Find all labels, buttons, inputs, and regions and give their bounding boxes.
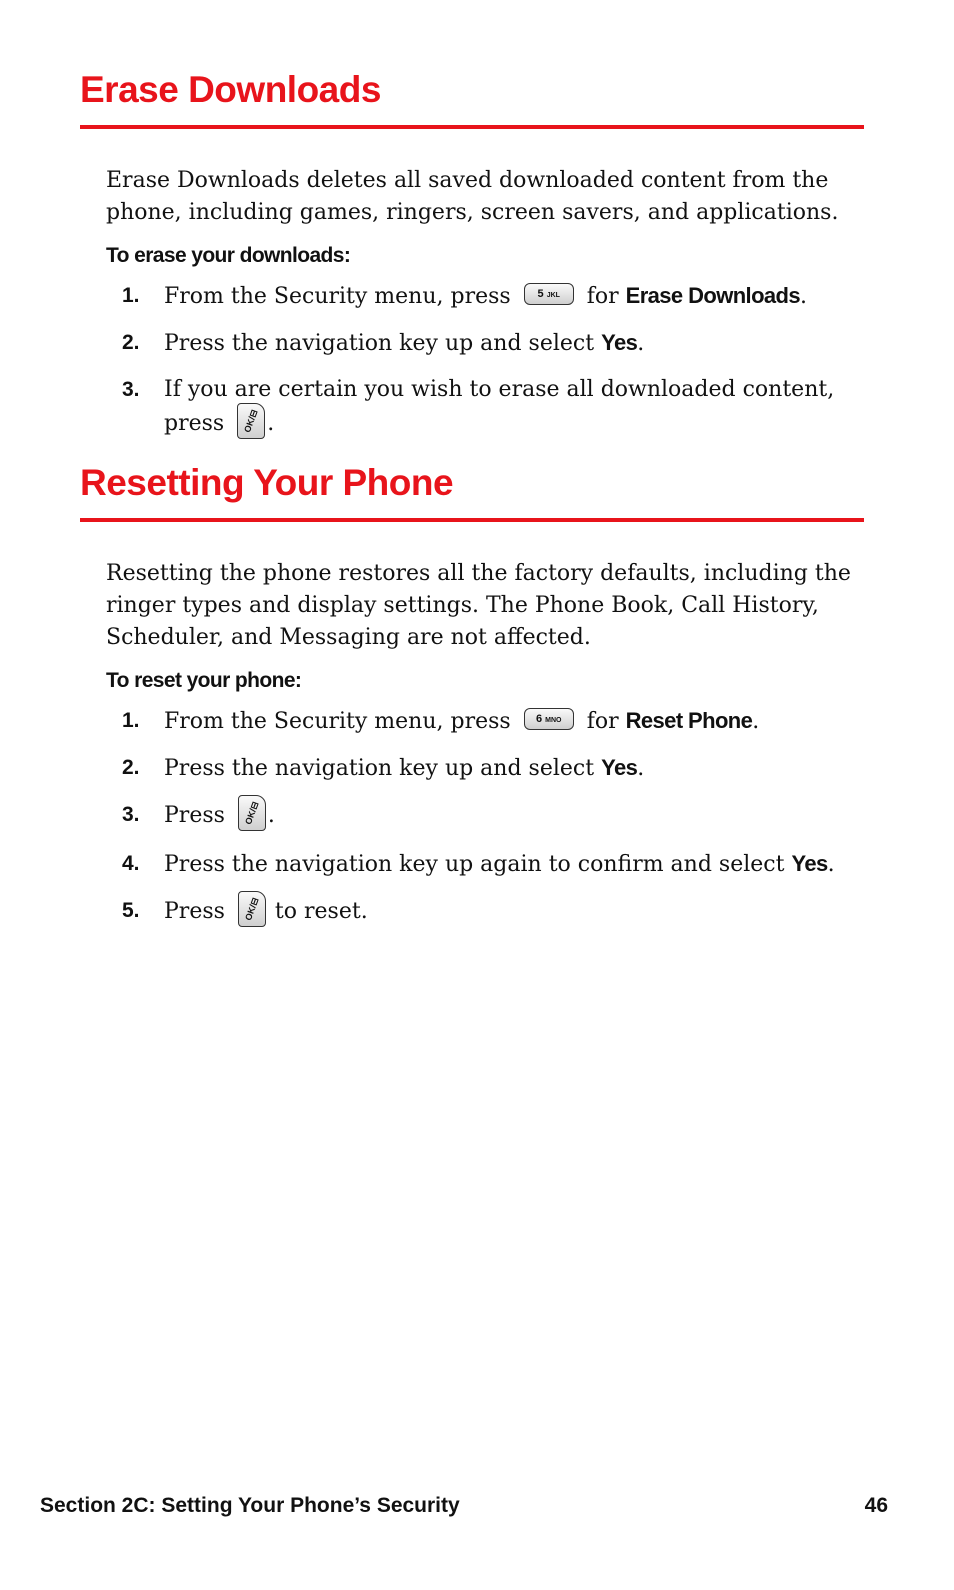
page-number: 46 — [864, 1494, 888, 1517]
key-label: 5 — [537, 287, 544, 300]
key-label: OK/⊟ — [242, 407, 260, 434]
step-item — [80, 373, 864, 442]
step-text: to reset. — [274, 898, 368, 924]
step-text: Press the navigation key up again to confirm and select — [164, 851, 785, 877]
step-item — [80, 894, 864, 930]
menu-option: Yes — [601, 329, 638, 355]
step-text: for — [586, 708, 619, 734]
key-sublabel: JKL — [546, 291, 560, 299]
ok-key-icon — [238, 795, 266, 831]
step-text: Press — [164, 898, 225, 924]
erase-downloads-subheading: To erase your downloads: — [106, 243, 351, 267]
resetting-phone-steps — [80, 704, 864, 930]
menu-option: Yes — [791, 850, 828, 876]
step-text: for — [586, 283, 619, 309]
erase-downloads-steps — [80, 279, 864, 442]
erase-downloads-intro: Erase Downloads deletes all saved downloaded content from the phone, including games, ringers, screen savers, and applications. — [106, 167, 839, 225]
step-punct: . — [800, 283, 808, 309]
page-footer — [40, 1494, 888, 1518]
step-text: If you are certain you wish to erase all downloaded content, press — [164, 376, 835, 436]
step-number: 1. — [122, 708, 140, 732]
resetting-phone-subheading: To reset your phone: — [106, 668, 302, 692]
key-label: OK/⊟ — [243, 799, 261, 826]
step-punct: . — [827, 851, 835, 877]
key-6-icon — [524, 708, 574, 730]
key-5-icon — [524, 283, 574, 305]
footer-section-title: Section 2C: Setting Your Phone’s Security — [40, 1494, 460, 1517]
step-item — [80, 751, 864, 785]
menu-option: Erase Downloads — [625, 282, 801, 308]
step-number: 2. — [122, 755, 140, 779]
step-number: 3. — [122, 377, 140, 401]
step-item — [80, 847, 864, 881]
menu-option: Yes — [601, 754, 638, 780]
key-sublabel: MNO — [545, 716, 562, 724]
ok-key-icon — [237, 403, 265, 439]
step-number: 3. — [122, 802, 140, 826]
erase-downloads-section — [80, 70, 864, 455]
step-punct: . — [267, 802, 275, 828]
step-text: From the Security menu, press — [164, 708, 511, 734]
step-item — [80, 326, 864, 360]
step-punct: . — [637, 330, 645, 356]
resetting-phone-intro: Resetting the phone restores all the factory defaults, including the ringer types and display settings. The Phone Book, Call History, Scheduler, and Messaging are not affected. — [106, 560, 851, 650]
step-number: 5. — [122, 898, 140, 922]
step-punct: . — [637, 755, 645, 781]
step-number: 1. — [122, 283, 140, 307]
heading-resetting-phone: Resetting Your Phone — [80, 463, 864, 522]
step-item — [80, 279, 864, 313]
heading-erase-downloads: Erase Downloads — [80, 70, 864, 129]
step-item — [80, 798, 864, 834]
step-text: Press the navigation key up and select — [164, 755, 595, 781]
key-label: 6 — [535, 712, 543, 725]
step-text: Press the navigation key up and select — [164, 330, 595, 356]
step-item — [80, 704, 864, 738]
step-text: Press — [164, 802, 225, 828]
step-number: 4. — [122, 851, 140, 875]
step-number: 2. — [122, 330, 140, 354]
ok-key-icon — [238, 891, 266, 927]
menu-option: Reset Phone — [625, 707, 753, 733]
step-text: From the Security menu, press — [164, 283, 511, 309]
step-punct: . — [267, 410, 275, 436]
step-punct: . — [752, 708, 760, 734]
key-label: OK/⊟ — [243, 895, 261, 922]
resetting-phone-section — [80, 463, 864, 943]
